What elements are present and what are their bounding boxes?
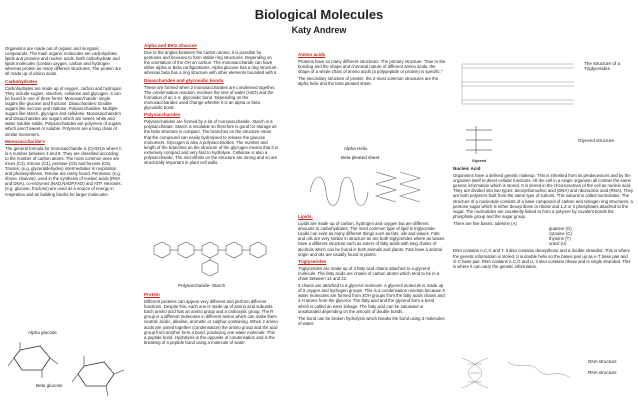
starch-caption: Polysaccharide- Starch bbox=[178, 283, 226, 288]
column-amino-lipids bbox=[298, 52, 446, 89]
bases-intro: There are five bases: adenine (A) bbox=[453, 220, 517, 226]
carbohydrates-text: Carbohydrates are made up of oxygen, carbon and hydrogen. They include sugars, starches, cellulose and glycogen. It can be found in one of three forms: Monosaccharide- single sugars like glucose and fructose. Disaccharides: Double sugars like sucrose and maltose. Polysaccharides- Multiple sugars like starch, glycogen and cellulose. Monosaccharide's and Disaccharides are sugars which are sweet, white and water soluble solids. Polysaccharides are polymers of sugars which aren't sweet or soluble. Polymers are a long chain of similar monomers. bbox=[5, 85, 123, 137]
nucleic-acid-heading: Nucleic Acid bbox=[453, 166, 481, 171]
alpha-helix-label: Alpha Helix bbox=[344, 146, 368, 151]
alpha-beta-glucose-text: Due to the angles between the carbon atoms, it is possible for pentoses and hexoses to form stable ring structures. Depending on the orientation of the OH on carbon. The monosaccharide can have either alpha or Beta configurations. Alpha glucose has a ring structure, whereas beta has a ring structure with other elements bounded with it. bbox=[144, 50, 278, 76]
author-name: Katy Andrew bbox=[291, 25, 347, 35]
protein-heading: Protein bbox=[144, 292, 160, 297]
triglycerides-text-2: 3 chains are attached to a glycerol molecule. A glycerol molecule is made up of 3 oxygen and hydrogen groups. This is a condensation reaction because 3 water molecules are formed from 3OH groups from the fatty acids chains and 3 H atoms from the glycerol. The fatty acid and the glycerol form a bond which is called an ester linkage. The fatty acid can be saturated or unsaturated depending on the amount of double bonds. bbox=[298, 283, 445, 314]
alpha-glucose-diagram bbox=[6, 338, 66, 382]
alpha-glucose-label: Alpha glucose bbox=[28, 330, 57, 335]
starch-diagram bbox=[150, 236, 272, 280]
lipids-section bbox=[298, 214, 446, 328]
rna-structure-label: RNA structure bbox=[588, 370, 617, 375]
triglycerides-heading: Triglycerides bbox=[298, 258, 327, 264]
amino-acids-text-2: The secondary structure of protein: the 2 most common structures are the alpha helix and the beta pleated sheet. bbox=[298, 76, 439, 87]
nucleic-acid-text: Organisms have a defined genetic makeup. This is inherited from its predecessors and by the organism itself to direct cellular functions. All the cell in a single organism all contain the same genetic information which is stored. It is stored in the chromosomes of the cell as nucleic acid. They are divided into two types: deoxyribonucleic acid (DNA) and ribonucleic acid (RNA). They are both polymers built from the same type of subunit. This subunit is called nucleotides. The structure of a nucleotide consists of a base composed of carbon and nitrogen ring structures, a pentose sugar which is either deoxyribose or ribose and 1,2 or 3 phosphates attached to the sugar. The nucleotides are covalently linked to form a polymer by covalent bonds the phosphate group and the sugar group. bbox=[453, 173, 633, 219]
amino-acids-heading: Amino acids bbox=[298, 52, 326, 57]
base-guanine: guanine (G) bbox=[549, 226, 572, 232]
glycerol-diagram bbox=[462, 122, 512, 158]
monosaccharide-heading: Monosaccharide's bbox=[5, 138, 45, 144]
disaccharides-heading: Disaccharides and glycosidic bonds bbox=[144, 77, 224, 83]
triglyceride-diagram bbox=[458, 54, 578, 116]
polysaccharides-heading: Polysaccharides bbox=[144, 112, 181, 118]
base-thymine: thymine (T) bbox=[549, 236, 571, 242]
triglycerides-text-1: Triglycerides are made up of 3 fatty acid chains attached to a glycerol molecule. The fatty acids are chains of carbon atoms which tend to be in a chain between 14 and 22. bbox=[298, 265, 440, 282]
triglycerides-text-3: The bond can be broken hydrolysis which breaks the bond using 3 molecules of water. bbox=[298, 315, 445, 326]
protein-section bbox=[144, 292, 278, 347]
beta-glucose-diagram bbox=[70, 352, 130, 400]
column-carbohydrates bbox=[5, 46, 123, 199]
alpha-beta-glucose-heading: Alpha and Beta Glucose bbox=[144, 43, 197, 48]
dna-structure-label: DNA structure bbox=[588, 359, 617, 364]
protein-structure-diagram bbox=[300, 162, 430, 212]
intro-text: Organisms are made out of organic and inorganic compounds. The main organic molecules are carbohydrate, lipids and proteins and nucleic acids. Both carbohydrate and lipids molecules (contain oxygen, carbon and hydrogen whereas protein as many different structures. The protein are all made up of amino acids. bbox=[5, 46, 122, 77]
lipids-text: Lipids are made up of carbon, hydrogen and oxygen but are different amounts to carbohydrates. The most common type of lipid is triglyceride. Lipids can exist as many different things such as fats, oils and waxes. Fats and oils are very similar in structure as are both triglycerides where as waxes have a different structure such as esters of fatty acids with long chains of alcohols which can be found in both animals and plants. Fats have a animal origin and oils are usually found in plants. bbox=[298, 221, 445, 257]
base-cytosine: cytosine (C) bbox=[549, 231, 572, 237]
polysaccharides-text: Polysaccharides are formed by a lot of monosaccharide. Starch is a polysaccharide. Starch is insoluble so therefore is good for storage as the helix structure is compact. The branches on the structure mean that the compound can easily hydrolysed to release the glucose monomers. Glycogen is also a polysaccharides. The number and length of the branches on the structure of the glycogen means that it is extremely compact and very fast to hydrolyse. Cellulose is also a polysaccharide. The microfibrils on the structure are strong and so are structurally important in plant cell walls. bbox=[144, 119, 279, 165]
dna-rna-text: DNA contains A,C,G and T, it also contains deoxyribose and a double stranded. This is where the genetic information is stored. It is double helix so the bases pair up as A-T base pair and G-C base pair. RNA contains A,C,G and U, it also contains ribose and is single stranded. This is where it can carry the genetic information. bbox=[453, 248, 631, 269]
poster-title: Biological Molecules bbox=[254, 7, 384, 22]
disaccharides-text: These are formed when 2 monosaccharides are condensed together. The condensation reaction, involves the loss of water (H2O) and the formation of an 1-4- glycosidic bond. Depending on the monosaccharides used change whether it is an alpha or beta glycosidic bond. bbox=[144, 84, 276, 111]
base-uracil: uracil (U) bbox=[549, 241, 567, 247]
carbohydrates-heading: Carbohydrates bbox=[5, 78, 38, 84]
dna-rna-diagram bbox=[458, 354, 576, 406]
column-glucose-polysaccharides bbox=[144, 43, 278, 167]
beta-glucose-label: Beta glucose bbox=[36, 383, 63, 388]
lipids-heading: Lipids. bbox=[298, 214, 313, 219]
amino-acids-text-1: Proteins have so many different structures. The primary structure: "Due to the bonding and the shape and chemical nature of different amino acids, the shape of a whole chain of amino acids (a polypeptide or protein) is specific." bbox=[298, 59, 446, 75]
nucleic-acid-section bbox=[453, 166, 633, 271]
glycerol-structure-label: Glycerol structure bbox=[578, 138, 614, 143]
beta-sheet-label: Beta pleated sheet bbox=[341, 155, 380, 160]
triglyceride-label: The structure of a Triglycerides bbox=[584, 61, 621, 71]
protein-text: Different proteins can appear very different and perform different functions. Despite this, each one is made up of amino acid subunits. Each amino acid has an amino group and a carboxylic group. The R group is a different molecules in different amino which can make them neutral, acidic, alkaline, aromatic or sulphur-containing. When 2 amino acids are joined together (condensation) the amino group and the acid group from another form a bond, producing one water molecule. This a peptide bond. Hydrolysis is the opposite of condensation and is the breaking of a peptide bond using a molecule of water. bbox=[144, 299, 278, 345]
monosaccharide-text: The general formula for monosaccharide is (CH2O)n where n is a number between 3 and 8. They are classified according to the number of carbon atoms. The most common ones are trices (C3), tetrose (C4), pentose (C5) and hexose (C6). Trioses: (e.g. glyceraldehydes) intermediates in respiration and photosynthesis. Tetrose are rarely found. Pentoses: (e.g. ribose, ribulose), used in the synthesis of nucleic acids (RNA and DNA), co-enzymes (NAD,NADP,FAD) and ATP. Hexoses: (e.g. glucose, fructose) are used as a source of energy in respiration and as building blocks for larger molecules. bbox=[5, 145, 122, 197]
glycerol-caption: Glycerol bbox=[472, 159, 487, 163]
